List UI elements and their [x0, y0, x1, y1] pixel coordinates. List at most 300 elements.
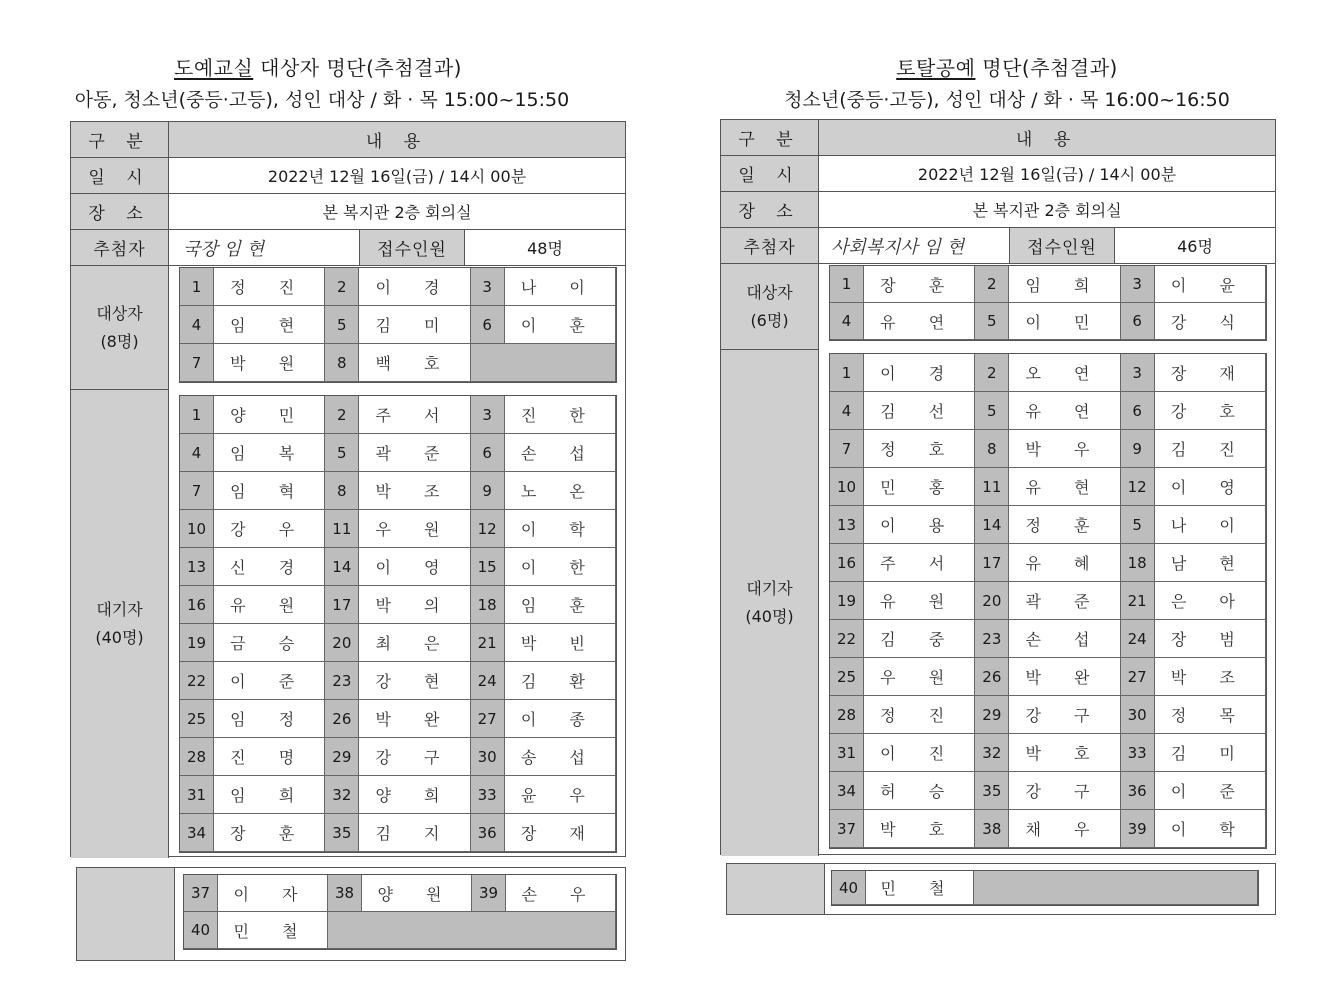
entry-name-text: 민 철	[233, 921, 312, 941]
entry-number: 4	[830, 392, 864, 429]
entry-number: 29	[325, 738, 359, 775]
entry-name	[1009, 266, 1119, 302]
left-gubun-label: 구 분	[71, 122, 169, 157]
entry-name	[1009, 582, 1119, 619]
entry-number: 13	[830, 506, 864, 543]
name-entry	[180, 510, 325, 548]
entry-number: 3	[1121, 266, 1155, 302]
entry-name-text: 이 윤	[1170, 275, 1249, 295]
entry-name	[214, 344, 324, 381]
entry-name	[359, 586, 469, 623]
entry-name	[214, 510, 324, 547]
entry-name-text: 신 경	[230, 558, 309, 577]
entry-name-text: 이 준	[230, 672, 309, 691]
empty-cell	[974, 871, 1258, 905]
entry-name	[214, 472, 324, 509]
entry-name-text: 이 경	[880, 364, 959, 383]
entry-name-text: 손 우	[521, 884, 600, 904]
entry-name-text: 김 중	[880, 630, 959, 649]
entry-number: 32	[325, 776, 359, 813]
entry-name-text: 민 철	[880, 879, 959, 898]
left-selected-count: (8명)	[100, 331, 139, 351]
entry-name	[864, 696, 974, 733]
name-entry	[325, 738, 470, 776]
entry-name-text: 이 민	[1025, 312, 1104, 332]
entry-name	[505, 776, 615, 813]
entry-name	[362, 875, 471, 911]
entry-name-text: 강 현	[375, 672, 454, 691]
entry-number: 38	[975, 810, 1009, 847]
entry-number: 17	[975, 544, 1009, 581]
entry-name	[1009, 468, 1119, 505]
entry-name	[359, 306, 469, 343]
entry-name-text: 정 훈	[1025, 516, 1104, 535]
right-selected-grid	[829, 265, 1267, 341]
name-entry	[1121, 620, 1266, 658]
entry-name-text: 진 명	[230, 748, 309, 767]
name-entry	[1121, 544, 1266, 582]
name-entry	[975, 392, 1120, 430]
name-entry	[830, 354, 975, 392]
entry-name	[505, 738, 615, 775]
entry-number: 34	[830, 772, 864, 809]
name-entry	[471, 510, 616, 548]
entry-name	[1009, 810, 1119, 847]
right-signature: 사회복지사 임 현	[831, 236, 965, 258]
name-entry	[325, 396, 470, 434]
entry-name	[214, 306, 324, 343]
name-entry	[325, 510, 470, 548]
left-date-value: 2022년 12월 16일(금) / 14시 00분	[267, 167, 527, 186]
name-entry	[325, 624, 470, 662]
entry-name	[359, 396, 469, 433]
right-subtitle: 청소년(중등·고등), 성인 대상 / 화 · 목 16:00~16:50	[784, 89, 1230, 111]
left-received-value: 48명	[527, 239, 563, 258]
entry-name-text: 유 연	[1025, 402, 1104, 421]
entry-number: 19	[830, 582, 864, 619]
entry-number: 24	[1121, 620, 1155, 657]
name-entry	[1121, 303, 1266, 340]
entry-number: 34	[180, 814, 214, 851]
entry-name	[1009, 620, 1119, 657]
entry-name-text: 김 미	[1170, 744, 1249, 763]
entry-name-text: 이 영	[375, 558, 454, 577]
entry-number: 4	[180, 434, 214, 471]
name-entry	[180, 586, 325, 624]
entry-name-text: 박 조	[375, 482, 454, 501]
entry-name-text: 곽 준	[1025, 592, 1104, 611]
entry-number: 30	[1121, 696, 1155, 733]
name-entry	[471, 662, 616, 700]
entry-name-text: 박 원	[230, 354, 309, 373]
entry-name-text: 김 선	[880, 402, 959, 421]
entry-number: 37	[830, 810, 864, 847]
entry-name	[214, 586, 324, 623]
entry-number: 6	[471, 306, 505, 343]
left-date-label: 일 시	[71, 158, 169, 193]
entry-name-text: 양 민	[230, 406, 309, 425]
entry-name	[214, 268, 324, 305]
name-entry	[325, 548, 470, 586]
right-title-rest: 명단(추첨결과)	[975, 56, 1118, 80]
entry-name-text: 정 목	[1170, 706, 1249, 725]
entry-number: 38	[328, 875, 362, 911]
entry-name	[359, 776, 469, 813]
entry-name	[1009, 734, 1119, 771]
name-entry	[180, 268, 325, 306]
entry-name-text: 박 의	[375, 596, 454, 615]
entry-name-text: 노 온	[520, 482, 599, 501]
entry-name-text: 나 이	[1170, 516, 1249, 535]
entry-name-text: 이 진	[880, 744, 959, 763]
left-selected-title: 대상자	[96, 303, 143, 323]
name-entry	[471, 738, 616, 776]
name-entry	[471, 700, 616, 738]
name-entry	[471, 396, 616, 434]
entry-name	[505, 472, 615, 509]
entry-name-text: 강 호	[1170, 402, 1249, 421]
left-waiting-label	[71, 390, 169, 858]
entry-name-text: 이 훈	[520, 316, 599, 335]
entry-name-text: 이 자	[233, 884, 312, 904]
entry-name	[1009, 354, 1119, 391]
left-place-row	[71, 194, 625, 230]
name-entry	[830, 303, 975, 340]
entry-name-text: 장 범	[1170, 630, 1249, 649]
entry-name	[505, 700, 615, 737]
name-entry	[975, 734, 1120, 772]
right-drawer-row	[721, 228, 1275, 264]
entry-name-text: 박 우	[1025, 440, 1104, 459]
entry-name-text: 유 현	[1025, 478, 1104, 497]
right-place-row	[721, 192, 1275, 228]
name-entry	[325, 700, 470, 738]
entry-name	[864, 430, 974, 467]
entry-number: 2	[325, 396, 359, 433]
name-entry	[471, 814, 616, 852]
name-entry	[471, 586, 616, 624]
entry-number: 40	[184, 912, 218, 948]
left-extra-side	[77, 868, 175, 960]
entry-number: 22	[180, 662, 214, 699]
entry-name	[1155, 810, 1265, 847]
name-entry	[180, 624, 325, 662]
entry-name	[1155, 303, 1265, 339]
entry-number: 24	[471, 662, 505, 699]
name-entry	[830, 772, 975, 810]
entry-number: 5	[325, 434, 359, 471]
entry-name	[1009, 772, 1119, 809]
entry-name-text: 민 홍	[880, 478, 959, 497]
right-selected-label	[721, 264, 819, 350]
left-place-label: 장 소	[71, 194, 169, 229]
entry-name	[505, 306, 615, 343]
name-entry	[184, 875, 328, 912]
name-entry	[325, 434, 470, 472]
entry-name	[1009, 430, 1119, 467]
entry-number: 2	[325, 268, 359, 305]
name-entry	[180, 548, 325, 586]
entry-number: 5	[975, 303, 1009, 339]
entry-name	[218, 875, 327, 911]
right-date-label: 일 시	[721, 156, 819, 191]
entry-name	[359, 814, 469, 851]
entry-number: 20	[325, 624, 359, 661]
entry-name-text: 이 학	[520, 520, 599, 539]
entry-number: 5	[975, 392, 1009, 429]
entry-number: 31	[830, 734, 864, 771]
name-entry	[975, 658, 1120, 696]
entry-name-text: 유 원	[230, 596, 309, 615]
entry-name-text: 박 호	[880, 820, 959, 839]
entry-name	[505, 268, 615, 305]
entry-name	[359, 662, 469, 699]
entry-name-text: 임 복	[230, 444, 309, 463]
name-entry	[1121, 734, 1266, 772]
entry-name	[359, 624, 469, 661]
right-header-row	[721, 120, 1275, 156]
entry-number: 14	[325, 548, 359, 585]
entry-name	[864, 810, 974, 847]
right-extra-side	[727, 864, 825, 914]
left-title	[0, 52, 654, 81]
entry-name-text: 박 완	[1025, 668, 1104, 687]
right-drawer-signature	[819, 228, 1009, 263]
entry-name	[1155, 468, 1265, 505]
entry-number: 1	[180, 396, 214, 433]
entry-name	[505, 510, 615, 547]
left-content-label: 내 용	[169, 122, 625, 157]
entry-name	[864, 734, 974, 771]
right-place-label: 장 소	[721, 192, 819, 227]
entry-name-text: 강 구	[375, 748, 454, 767]
name-entry	[180, 434, 325, 472]
entry-name	[1155, 392, 1265, 429]
entry-name-text: 박 조	[1170, 668, 1249, 687]
entry-name-text: 장 재	[520, 824, 599, 843]
right-gubun-label: 구 분	[721, 120, 819, 155]
entry-name-text: 김 진	[1170, 440, 1249, 459]
entry-number: 10	[180, 510, 214, 547]
entry-name	[1155, 582, 1265, 619]
right-title-program: 토탈공예	[896, 56, 976, 80]
empty-cell	[471, 344, 616, 382]
left-received-label: 접수인원	[359, 230, 465, 265]
entry-number: 35	[975, 772, 1009, 809]
name-entry	[471, 776, 616, 814]
right-waiting-grid	[829, 353, 1267, 849]
entry-name-text: 유 혜	[1025, 554, 1104, 573]
entry-number: 36	[471, 814, 505, 851]
name-entry	[180, 776, 325, 814]
left-waiting-title: 대기자	[96, 600, 143, 619]
entry-number: 28	[180, 738, 214, 775]
name-entry	[180, 814, 325, 852]
entry-name	[1155, 544, 1265, 581]
entry-name-text: 손 섭	[1025, 630, 1104, 649]
entry-name	[505, 548, 615, 585]
entry-number: 26	[325, 700, 359, 737]
name-entry	[471, 472, 616, 510]
name-entry	[1121, 392, 1266, 430]
right-title	[671, 52, 1343, 81]
entry-name-text: 정 진	[230, 278, 309, 297]
entry-name	[864, 392, 974, 429]
entry-number: 19	[180, 624, 214, 661]
entry-number: 29	[975, 696, 1009, 733]
name-entry	[975, 696, 1120, 734]
entry-number: 31	[180, 776, 214, 813]
entry-number: 37	[184, 875, 218, 911]
name-entry	[328, 875, 472, 912]
entry-number: 27	[471, 700, 505, 737]
left-sheet	[70, 121, 626, 857]
left-selected-grid	[179, 267, 617, 383]
entry-number: 40	[832, 871, 866, 904]
name-entry	[325, 776, 470, 814]
entry-number: 18	[471, 586, 505, 623]
entry-name-text: 임 희	[230, 786, 309, 805]
entry-number: 8	[325, 344, 359, 381]
entry-name	[214, 738, 324, 775]
name-entry	[471, 624, 616, 662]
entry-name	[214, 814, 324, 851]
name-entry	[1121, 582, 1266, 620]
entry-name-text: 임 정	[230, 710, 309, 729]
entry-number: 6	[1121, 303, 1155, 339]
entry-name-text: 이 영	[1170, 478, 1249, 497]
name-entry	[180, 306, 325, 344]
name-entry	[325, 472, 470, 510]
entry-name-text: 주 서	[375, 406, 454, 425]
entry-name	[214, 776, 324, 813]
entry-name	[1155, 772, 1265, 809]
entry-name	[1009, 658, 1119, 695]
entry-number: 18	[1121, 544, 1155, 581]
entry-number: 33	[1121, 734, 1155, 771]
entry-number: 16	[180, 586, 214, 623]
name-entry	[325, 586, 470, 624]
right-selected-title: 대상자	[746, 282, 793, 302]
entry-name	[214, 396, 324, 433]
entry-name	[359, 738, 469, 775]
entry-name	[214, 548, 324, 585]
name-entry	[1121, 506, 1266, 544]
name-entry	[830, 430, 975, 468]
entry-name-text: 곽 준	[375, 444, 454, 463]
name-entry	[975, 266, 1120, 303]
name-entry	[1121, 696, 1266, 734]
entry-name-text: 은 아	[1170, 592, 1249, 611]
left-selected-label	[71, 266, 169, 390]
left-header-row	[71, 122, 625, 158]
entry-name	[1009, 696, 1119, 733]
entry-name-text: 정 진	[880, 706, 959, 725]
entry-name	[506, 875, 615, 911]
entry-number: 23	[325, 662, 359, 699]
right-panel	[672, 0, 1344, 1008]
entry-name-text: 이 용	[880, 516, 959, 535]
entry-number: 1	[830, 354, 864, 391]
entry-name	[359, 434, 469, 471]
entry-name	[866, 871, 973, 904]
name-entry	[471, 434, 616, 472]
entry-name	[864, 772, 974, 809]
name-entry	[830, 392, 975, 430]
entry-name	[1009, 303, 1119, 339]
name-entry	[830, 544, 975, 582]
entry-number: 13	[180, 548, 214, 585]
entry-name	[1155, 430, 1265, 467]
name-entry	[325, 662, 470, 700]
entry-number: 8	[325, 472, 359, 509]
name-entry	[830, 506, 975, 544]
name-entry	[975, 810, 1120, 848]
name-entry	[830, 696, 975, 734]
entry-number: 22	[830, 620, 864, 657]
entry-number: 12	[1121, 468, 1155, 505]
entry-name	[1009, 506, 1119, 543]
entry-number: 35	[325, 814, 359, 851]
entry-name-text: 박 완	[375, 710, 454, 729]
entry-name-text: 남 현	[1170, 554, 1249, 573]
right-drawer-label: 추첨자	[721, 228, 819, 263]
entry-name	[505, 586, 615, 623]
entry-name-text: 장 훈	[230, 824, 309, 843]
entry-name-text: 손 섭	[520, 444, 599, 463]
entry-number: 32	[975, 734, 1009, 771]
entry-name	[1009, 392, 1119, 429]
entry-name	[359, 700, 469, 737]
entry-name-text: 우 원	[880, 668, 959, 687]
entry-name-text: 이 경	[375, 278, 454, 297]
left-title-rest: 대상자 명단(추첨결과)	[253, 56, 462, 80]
entry-name-text: 임 혁	[230, 482, 309, 501]
entry-number: 2	[975, 354, 1009, 391]
entry-number: 25	[180, 700, 214, 737]
name-entry	[180, 472, 325, 510]
name-entry	[1121, 658, 1266, 696]
entry-number: 1	[830, 266, 864, 302]
left-extra-sheet	[76, 867, 626, 961]
entry-name	[359, 510, 469, 547]
right-extra-sheet	[726, 863, 1276, 915]
name-entry	[975, 506, 1120, 544]
name-entry	[830, 468, 975, 506]
entry-number: 20	[975, 582, 1009, 619]
left-signature: 국장 임 현	[183, 238, 264, 260]
entry-name	[359, 344, 469, 381]
entry-number: 8	[975, 430, 1009, 467]
name-entry	[325, 268, 470, 306]
name-entry	[830, 266, 975, 303]
name-entry	[975, 468, 1120, 506]
entry-name-text: 장 재	[1170, 364, 1249, 383]
entry-name-text: 금 승	[230, 634, 309, 653]
entry-name-text: 이 한	[520, 558, 599, 577]
entry-name	[505, 624, 615, 661]
name-entry	[472, 875, 616, 912]
name-entry	[184, 912, 328, 949]
right-received-label: 접수인원	[1009, 228, 1115, 263]
entry-number: 17	[325, 586, 359, 623]
entry-name-text: 유 원	[880, 592, 959, 611]
entry-name-text: 강 식	[1170, 312, 1249, 332]
entry-number: 5	[1121, 506, 1155, 543]
entry-name-text: 김 미	[375, 316, 454, 335]
entry-number: 7	[830, 430, 864, 467]
name-entry	[180, 344, 325, 382]
